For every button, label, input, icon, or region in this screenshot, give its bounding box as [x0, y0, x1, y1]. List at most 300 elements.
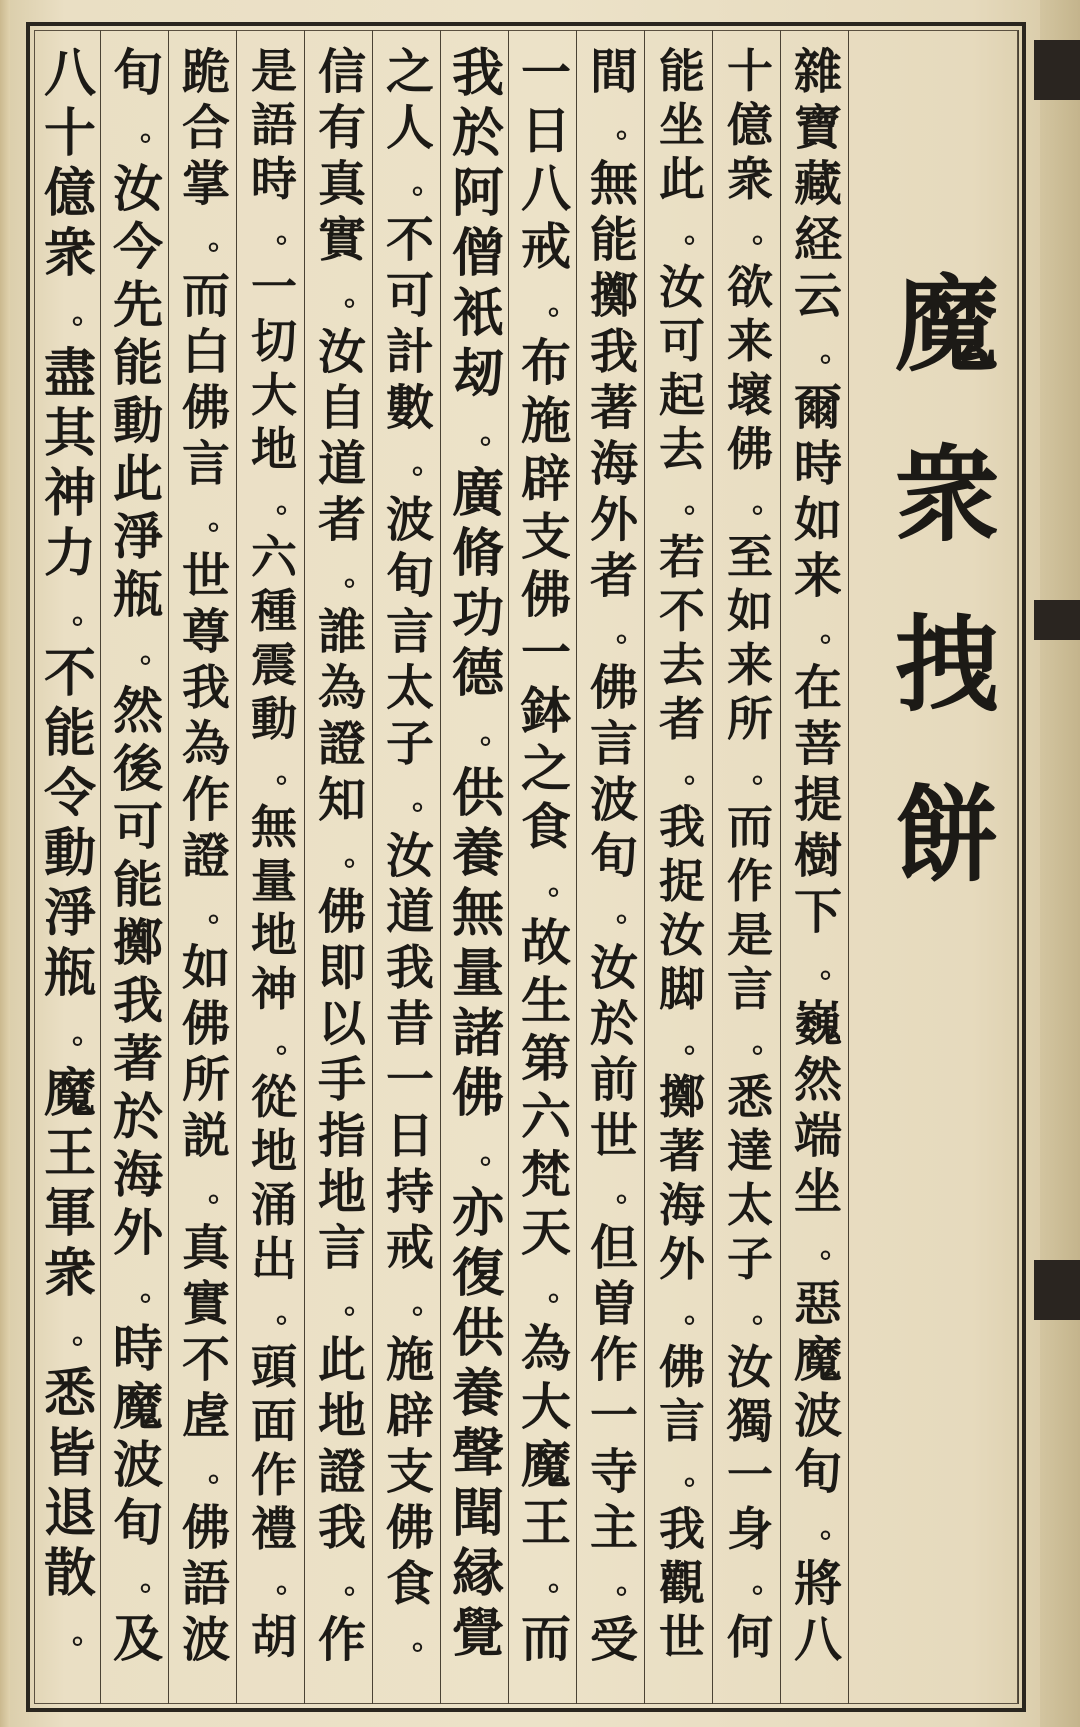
text-char: 若 — [659, 530, 705, 584]
text-char: 佛 — [181, 1500, 230, 1556]
text-char: 量 — [451, 943, 504, 1004]
text-char: 種 — [251, 584, 297, 638]
text-char: 藏 — [793, 156, 842, 212]
punctuation-mark: 。 — [276, 1025, 306, 1060]
text-char: 来 — [793, 548, 842, 604]
text-char: 支 — [521, 507, 571, 566]
punctuation-mark: 。 — [752, 215, 782, 250]
text-char: 来 — [727, 314, 773, 368]
text-char: 辟 — [385, 1388, 434, 1444]
text-char: 戒 — [521, 217, 571, 276]
text-char: 言 — [727, 962, 773, 1016]
text-char: 捉 — [659, 854, 705, 908]
punctuation-mark: 。 — [208, 1174, 238, 1209]
text-char: 僧 — [451, 223, 504, 284]
text-char: 瓶 — [113, 565, 163, 624]
text-char: 施 — [521, 391, 571, 450]
text-char: 戒 — [385, 1220, 434, 1276]
text-char: 六 — [251, 530, 297, 584]
text-char: 信 — [317, 44, 366, 100]
page-gutter — [0, 0, 10, 1727]
text-char: 著 — [589, 380, 638, 436]
text-char: 汝 — [113, 159, 163, 218]
fore-edge-mark — [1034, 1260, 1080, 1320]
text-char: 時 — [251, 152, 297, 206]
text-char: 億 — [43, 163, 96, 224]
text-char: 地 — [317, 1164, 366, 1220]
text-char: 八 — [793, 1612, 842, 1668]
text-char: 起 — [659, 368, 705, 422]
punctuation-mark: 。 — [208, 502, 238, 537]
text-char: 能 — [113, 855, 163, 914]
text-char: 億 — [727, 98, 773, 152]
text-char: 神 — [251, 962, 297, 1016]
text-char: 量 — [251, 854, 297, 908]
text-column — [242, 44, 306, 1664]
text-char: 而 — [181, 268, 230, 324]
text-char: 以 — [317, 996, 366, 1052]
punctuation-mark: 。 — [344, 558, 374, 593]
text-char: 縁 — [451, 1543, 504, 1604]
text-char: 道 — [385, 884, 434, 940]
text-char: 實 — [181, 1276, 230, 1332]
text-char: 震 — [251, 638, 297, 692]
punctuation-mark: 。 — [820, 950, 850, 985]
punctuation-mark: 。 — [480, 716, 510, 751]
text-char: 我 — [659, 1502, 705, 1556]
text-char: 聲 — [451, 1423, 504, 1484]
punctuation-mark: 。 — [344, 1566, 374, 1601]
text-char: 世 — [589, 1108, 638, 1164]
text-char: 是 — [727, 908, 773, 962]
punctuation-mark: 。 — [684, 1457, 714, 1492]
text-char: 無 — [451, 883, 504, 944]
punctuation-mark: 。 — [412, 782, 442, 817]
text-char: 来 — [727, 638, 773, 692]
text-char: 我 — [113, 971, 163, 1030]
text-char: 佛 — [659, 1340, 705, 1394]
text-char: 外 — [659, 1232, 705, 1286]
text-char: 不 — [659, 584, 705, 638]
punctuation-mark: 。 — [820, 1230, 850, 1265]
punctuation-mark: 。 — [412, 1286, 442, 1321]
text-char: 頭 — [251, 1340, 297, 1394]
text-char: 擲 — [589, 268, 638, 324]
text-char: 雜 — [793, 44, 842, 100]
text-char: 大 — [251, 368, 297, 422]
punctuation-mark: 。 — [208, 894, 238, 929]
text-char: 経 — [793, 212, 842, 268]
text-char: 然 — [793, 1052, 842, 1108]
text-char: 世 — [659, 1610, 705, 1664]
punctuation-mark: 。 — [276, 1565, 306, 1600]
text-char: 而 — [727, 800, 773, 854]
text-char: 擲 — [659, 1070, 705, 1124]
text-char: 人 — [385, 100, 434, 156]
text-char: 證 — [317, 1444, 366, 1500]
title-char: 衆 — [894, 433, 999, 556]
punctuation-mark: 。 — [752, 1565, 782, 1600]
text-char: 所 — [181, 1052, 230, 1108]
text-char: 間 — [589, 44, 638, 100]
text-char: 合 — [181, 100, 230, 156]
text-char: 悉 — [727, 1070, 773, 1124]
text-char: 者 — [589, 548, 638, 604]
text-char: 坐 — [659, 98, 705, 152]
punctuation-mark: 。 — [684, 1025, 714, 1060]
text-char: 道 — [317, 436, 366, 492]
text-char: 先 — [113, 275, 163, 334]
text-char: 惡 — [793, 1276, 842, 1332]
text-char: 是 — [251, 44, 297, 98]
text-char: 復 — [451, 1243, 504, 1304]
text-char: 而 — [521, 1609, 571, 1668]
text-char: 觀 — [659, 1556, 705, 1610]
text-char: 可 — [659, 314, 705, 368]
text-char: 誰 — [317, 604, 366, 660]
text-char: 作 — [181, 772, 230, 828]
punctuation-mark: 。 — [616, 614, 646, 649]
punctuation-mark: 。 — [412, 1622, 442, 1657]
text-char: 散 — [43, 1543, 96, 1604]
text-char: 佛 — [385, 1500, 434, 1556]
punctuation-mark: 。 — [616, 1566, 646, 1601]
text-char: 日 — [521, 101, 571, 160]
text-char: 無 — [589, 156, 638, 212]
text-char: 欲 — [727, 260, 773, 314]
text-char: 之 — [521, 739, 571, 798]
text-char: 退 — [43, 1483, 96, 1544]
text-char: 語 — [251, 98, 297, 152]
text-char: 涌 — [251, 1178, 297, 1232]
title-char: 拽 — [894, 603, 999, 726]
text-char: 地 — [251, 1124, 297, 1178]
text-char: 然 — [113, 681, 163, 740]
text-char: 諸 — [451, 1003, 504, 1064]
text-char: 此 — [113, 449, 163, 508]
text-char: 後 — [113, 739, 163, 798]
text-column — [718, 44, 782, 1664]
text-char: 令 — [43, 763, 96, 824]
text-char: 天 — [521, 1203, 571, 1262]
text-char: 去 — [659, 638, 705, 692]
punctuation-mark: 。 — [752, 1295, 782, 1330]
text-char: 前 — [589, 1052, 638, 1108]
punctuation-mark: 。 — [72, 596, 102, 631]
text-char: 有 — [317, 100, 366, 156]
punctuation-mark: 。 — [548, 287, 578, 322]
text-char: 提 — [793, 772, 842, 828]
text-column — [174, 44, 238, 1668]
text-char: 地 — [317, 1388, 366, 1444]
text-char: 魔 — [43, 1063, 96, 1124]
title-char: 魔 — [894, 263, 999, 386]
text-char: 生 — [521, 971, 571, 1030]
text-char: 動 — [43, 823, 96, 884]
text-char: 六 — [521, 1087, 571, 1146]
fore-edge-mark — [1034, 600, 1080, 640]
punctuation-mark: 。 — [208, 222, 238, 257]
text-char: 虗 — [181, 1388, 230, 1444]
text-char: 在 — [793, 660, 842, 716]
text-char: 佛 — [589, 660, 638, 716]
text-char: 功 — [451, 583, 504, 644]
text-char: 手 — [317, 1052, 366, 1108]
text-char: 所 — [727, 692, 773, 746]
text-char: 能 — [113, 333, 163, 392]
punctuation-mark: 。 — [276, 1295, 306, 1330]
punctuation-mark: 。 — [344, 278, 374, 313]
text-char: 汝 — [659, 908, 705, 962]
text-char: 言 — [659, 1394, 705, 1448]
text-char: 八 — [43, 43, 96, 104]
text-char: 故 — [521, 913, 571, 972]
text-char: 證 — [317, 716, 366, 772]
text-char: 之 — [385, 44, 434, 100]
text-char: 者 — [659, 692, 705, 746]
text-char: 可 — [385, 268, 434, 324]
text-char: 其 — [43, 403, 96, 464]
punctuation-mark: 。 — [140, 1563, 170, 1598]
punctuation-mark: 。 — [276, 215, 306, 250]
text-char: 德 — [451, 643, 504, 704]
text-char: 日 — [385, 1108, 434, 1164]
text-char: 海 — [659, 1178, 705, 1232]
text-char: 養 — [451, 823, 504, 884]
text-char: 無 — [251, 800, 297, 854]
text-char: 一 — [521, 623, 571, 682]
text-char: 云 — [793, 268, 842, 324]
punctuation-mark: 。 — [548, 867, 578, 902]
text-char: 盡 — [43, 343, 96, 404]
punctuation-mark: 。 — [684, 215, 714, 250]
text-char: 太 — [727, 1178, 773, 1232]
page-title — [894, 240, 999, 920]
text-char: 旬 — [793, 1444, 842, 1500]
text-char: 胡 — [251, 1610, 297, 1664]
text-column — [106, 44, 170, 1668]
text-char: 至 — [727, 530, 773, 584]
text-char: 真 — [181, 1220, 230, 1276]
text-char: 聞 — [451, 1483, 504, 1544]
text-char: 阿 — [451, 163, 504, 224]
text-char: 廣 — [451, 463, 504, 524]
punctuation-mark: 。 — [140, 113, 170, 148]
text-char: 時 — [113, 1319, 163, 1378]
text-char: 如 — [181, 940, 230, 996]
text-char: 持 — [385, 1164, 434, 1220]
text-char: 證 — [181, 828, 230, 884]
punctuation-mark: 。 — [820, 334, 850, 369]
text-char: 説 — [181, 1108, 230, 1164]
text-column — [582, 44, 646, 1668]
punctuation-mark: 。 — [684, 485, 714, 520]
text-char: 魔 — [521, 1435, 571, 1494]
text-char: 衆 — [727, 152, 773, 206]
text-char: 著 — [659, 1124, 705, 1178]
text-char: 自 — [317, 380, 366, 436]
text-char: 跪 — [181, 44, 230, 100]
punctuation-mark: 。 — [684, 755, 714, 790]
text-char: 汝 — [317, 324, 366, 380]
punctuation-mark: 。 — [344, 838, 374, 873]
text-char: 世 — [181, 548, 230, 604]
text-char: 獨 — [727, 1394, 773, 1448]
text-char: 寶 — [793, 100, 842, 156]
text-char: 下 — [793, 884, 842, 940]
right-margin — [1040, 0, 1080, 1727]
punctuation-mark: 。 — [548, 1273, 578, 1308]
text-char: 一 — [385, 1052, 434, 1108]
text-char: 汝 — [589, 940, 638, 996]
punctuation-mark: 。 — [72, 1016, 102, 1051]
text-char: 梵 — [521, 1145, 571, 1204]
punctuation-mark: 。 — [820, 1510, 850, 1545]
text-char: 擲 — [113, 913, 163, 972]
punctuation-mark: 。 — [412, 166, 442, 201]
text-char: 太 — [385, 660, 434, 716]
text-char: 爾 — [793, 380, 842, 436]
text-char: 大 — [521, 1377, 571, 1436]
text-char: 軍 — [43, 1183, 96, 1244]
text-char: 旬 — [113, 1493, 163, 1552]
text-char: 菩 — [793, 716, 842, 772]
punctuation-mark: 。 — [820, 614, 850, 649]
text-char: 此 — [317, 1332, 366, 1388]
text-char: 不 — [385, 212, 434, 268]
text-char: 為 — [521, 1319, 571, 1378]
text-char: 魔 — [793, 1332, 842, 1388]
text-char: 脩 — [451, 523, 504, 584]
text-char: 一 — [727, 1448, 773, 1502]
text-column — [650, 44, 714, 1664]
text-char: 波 — [181, 1612, 230, 1668]
text-char: 我 — [317, 1500, 366, 1556]
text-char: 衆 — [43, 223, 96, 284]
text-char: 外 — [113, 1203, 163, 1262]
text-char: 亦 — [451, 1183, 504, 1244]
text-char: 能 — [659, 44, 705, 98]
text-char: 子 — [385, 716, 434, 772]
text-char: 海 — [589, 436, 638, 492]
text-char: 我 — [659, 800, 705, 854]
text-char: 面 — [251, 1394, 297, 1448]
text-char: 實 — [317, 212, 366, 268]
text-column — [786, 44, 850, 1668]
text-char: 為 — [317, 660, 366, 716]
text-char: 八 — [521, 159, 571, 218]
text-char: 出 — [251, 1232, 297, 1286]
text-char: 言 — [181, 436, 230, 492]
text-char: 神 — [43, 463, 96, 524]
punctuation-mark: 。 — [548, 1563, 578, 1598]
text-char: 海 — [113, 1145, 163, 1204]
punctuation-mark: 。 — [72, 1316, 102, 1351]
punctuation-mark: 。 — [616, 894, 646, 929]
text-char: 為 — [181, 716, 230, 772]
punctuation-mark: 。 — [752, 485, 782, 520]
text-char: 食 — [385, 1556, 434, 1612]
text-char: 淨 — [43, 883, 96, 944]
text-char: 佛 — [521, 565, 571, 624]
text-char: 脚 — [659, 962, 705, 1016]
text-char: 魔 — [113, 1377, 163, 1436]
text-char: 者 — [317, 492, 366, 548]
text-char: 衹 — [451, 283, 504, 344]
text-char: 言 — [385, 604, 434, 660]
text-char: 王 — [521, 1493, 571, 1552]
text-char: 計 — [385, 324, 434, 380]
text-char: 及 — [113, 1609, 163, 1668]
text-column — [38, 44, 102, 1664]
text-char: 即 — [317, 940, 366, 996]
text-char: 一 — [589, 1388, 638, 1444]
text-char: 禮 — [251, 1502, 297, 1556]
text-char: 於 — [113, 1087, 163, 1146]
text-char: 真 — [317, 156, 366, 212]
text-char: 達 — [727, 1124, 773, 1178]
text-char: 汝 — [727, 1340, 773, 1394]
text-char: 白 — [181, 324, 230, 380]
text-char: 旬 — [589, 828, 638, 884]
text-char: 作 — [589, 1332, 638, 1388]
text-char: 動 — [251, 692, 297, 746]
text-char: 十 — [727, 44, 773, 98]
punctuation-mark: 。 — [480, 1136, 510, 1171]
text-char: 我 — [385, 940, 434, 996]
text-char: 身 — [727, 1502, 773, 1556]
text-char: 瓶 — [43, 943, 96, 1004]
text-char: 樹 — [793, 828, 842, 884]
text-char: 辟 — [521, 449, 571, 508]
text-char: 端 — [793, 1108, 842, 1164]
text-char: 波 — [589, 772, 638, 828]
text-char: 壞 — [727, 368, 773, 422]
text-char: 波 — [385, 492, 434, 548]
punctuation-mark: 。 — [480, 416, 510, 451]
text-char: 巍 — [793, 996, 842, 1052]
text-char: 支 — [385, 1444, 434, 1500]
text-char: 一 — [251, 260, 297, 314]
text-char: 施 — [385, 1332, 434, 1388]
text-char: 旬 — [385, 548, 434, 604]
text-char: 一 — [521, 43, 571, 102]
text-char: 言 — [317, 1220, 366, 1276]
punctuation-mark: 。 — [276, 755, 306, 790]
text-char: 第 — [521, 1029, 571, 1088]
text-char: 鉢 — [521, 681, 571, 740]
text-char: 將 — [793, 1556, 842, 1612]
title-char: 餅 — [894, 773, 999, 896]
text-char: 受 — [589, 1612, 638, 1668]
text-char: 作 — [317, 1612, 366, 1668]
text-char: 曽 — [589, 1276, 638, 1332]
text-char: 食 — [521, 797, 571, 856]
text-char: 於 — [589, 996, 638, 1052]
text-char: 於 — [451, 103, 504, 164]
text-char: 地 — [251, 422, 297, 476]
text-char: 昔 — [385, 996, 434, 1052]
text-char: 淨 — [113, 507, 163, 566]
text-char: 能 — [43, 703, 96, 764]
text-char: 刼 — [451, 343, 504, 404]
text-char: 汝 — [385, 828, 434, 884]
text-char: 我 — [589, 324, 638, 380]
text-char: 供 — [451, 1303, 504, 1364]
text-char: 去 — [659, 422, 705, 476]
text-char: 佛 — [727, 422, 773, 476]
fore-edge-mark — [1034, 40, 1080, 100]
